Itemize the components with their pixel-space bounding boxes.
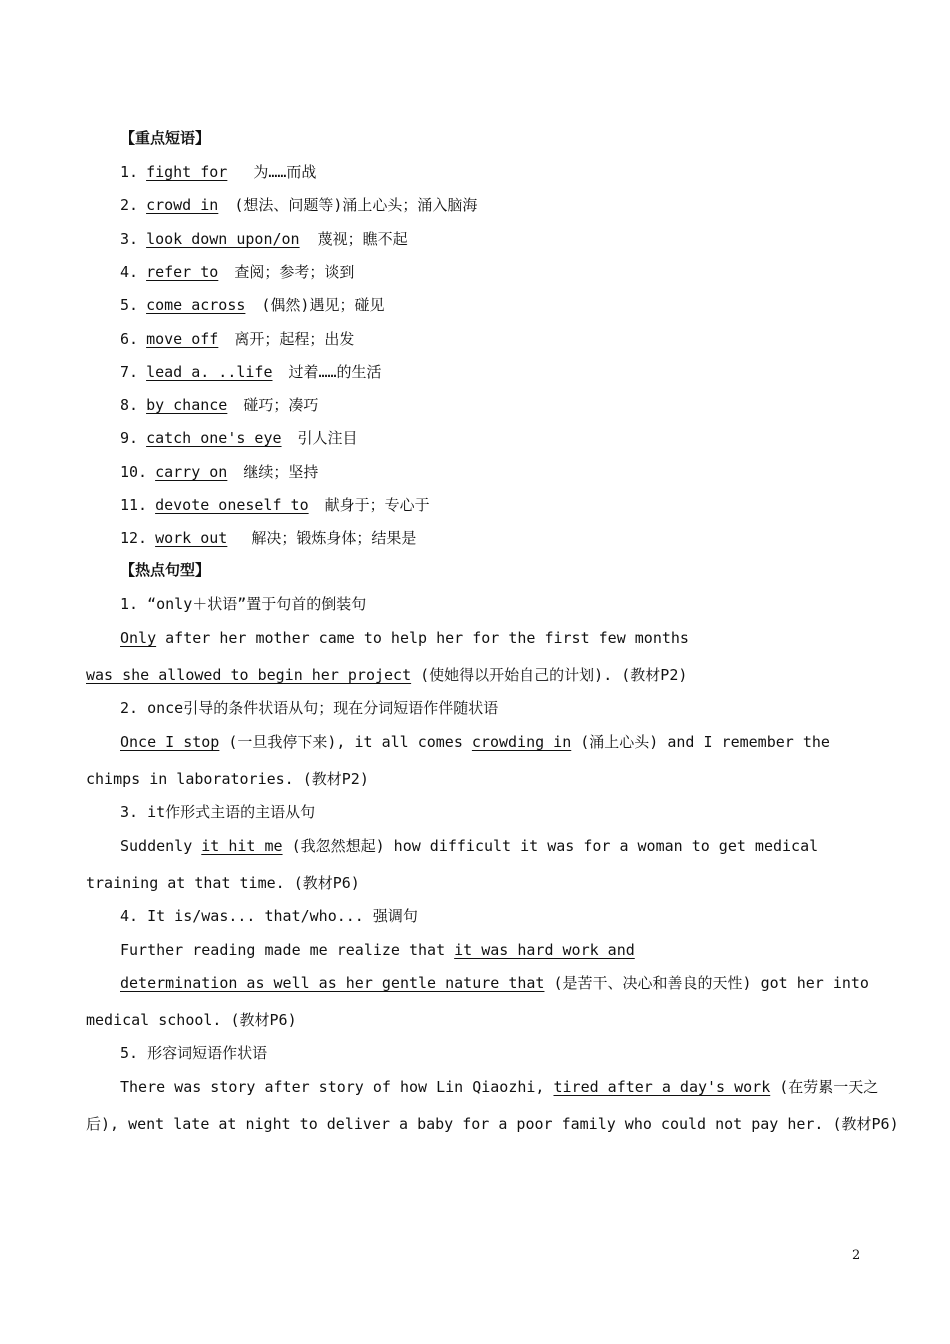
example-text: Further reading made me realize that <box>120 941 455 959</box>
phrase-term: work out <box>155 529 228 547</box>
example-text: (一旦我停下来), it all comes <box>219 733 472 751</box>
phrase-number: 7. <box>120 363 139 381</box>
phrase-term: look down upon/on <box>146 230 300 248</box>
phrase-number: 4. <box>120 263 139 281</box>
phrase-meaning: 过着……的生活 <box>288 363 382 381</box>
pattern-1-example-line-1 <box>120 628 689 648</box>
pattern-5-title: 5. 形容词短语作状语 <box>120 1044 268 1062</box>
pattern-1-title: 1. “only＋状语”置于句首的倒装句 <box>120 595 367 613</box>
phrase-number: 5. <box>120 296 139 314</box>
pattern-4-title: 4. It is/was... that/who... 强调句 <box>120 907 418 925</box>
phrase-meaning: 继续；坚持 <box>243 463 319 481</box>
page-number: 2 <box>852 1248 861 1263</box>
phrase-item <box>120 362 382 382</box>
pattern-2-example-line-1 <box>120 732 830 752</box>
underlined-answer: Only <box>120 629 157 647</box>
phrase-term: move off <box>146 330 219 348</box>
phrase-number: 1. <box>120 163 139 181</box>
phrase-item <box>120 229 408 249</box>
phrase-item <box>120 395 318 415</box>
phrase-meaning: 引人注目 <box>297 429 358 447</box>
example-text: (在劳累一天之 <box>770 1078 879 1096</box>
heading-hot-sentences: 【热点句型】 <box>120 561 211 579</box>
example-text: (涌上心头) and I remember the <box>571 733 830 751</box>
phrase-item <box>120 495 430 515</box>
phrase-number: 11. <box>120 496 148 514</box>
phrase-number: 9. <box>120 429 139 447</box>
phrase-item <box>120 428 358 448</box>
phrase-term: carry on <box>155 463 228 481</box>
phrase-term: fight for <box>146 163 228 181</box>
heading-key-phrases: 【重点短语】 <box>120 129 211 147</box>
example-text: (我忽然想起) how difficult it was for a woman to get medical <box>282 837 819 855</box>
phrase-term: refer to <box>146 263 219 281</box>
phrase-meaning: 为……而战 <box>253 163 317 181</box>
phrase-number: 10. <box>120 463 148 481</box>
phrase-term: lead a. ..life <box>146 363 273 381</box>
pattern-2-title: 2. once引导的条件状语从句；现在分词短语作伴随状语 <box>120 699 499 717</box>
phrase-meaning: 离开；起程；出发 <box>234 330 355 348</box>
phrase-number: 6. <box>120 330 139 348</box>
phrase-item <box>120 195 477 215</box>
example-text: (是苦干、决心和善良的天性) got her into <box>544 974 869 992</box>
pattern-3-example-line-2: training at that time. (教材P6) <box>86 874 360 892</box>
phrase-number: 12. <box>120 529 148 547</box>
example-text: There was story after story of how Lin Qiaozhi, <box>120 1078 554 1096</box>
phrase-item <box>120 329 354 349</box>
example-text: after her mother came to help her for the first few months <box>156 629 689 647</box>
underlined-answer: it was hard work and <box>454 941 635 959</box>
pattern-5-example-line-1 <box>120 1077 878 1097</box>
phrase-number: 8. <box>120 396 139 414</box>
pattern-4-example-line-2 <box>120 973 869 993</box>
pattern-3-title: 3. it作形式主语的主语从句 <box>120 803 316 821</box>
phrase-term: by chance <box>146 396 228 414</box>
phrase-meaning: (想法、问题等)涌上心头；涌入脑海 <box>234 196 478 214</box>
phrase-item <box>120 528 416 548</box>
phrase-meaning: 碰巧；凑巧 <box>243 396 319 414</box>
pattern-2-example-line-2: chimps in laboratories. (教材P2) <box>86 770 369 788</box>
phrase-meaning: 解决；锻炼身体；结果是 <box>251 529 417 547</box>
pattern-3-example-line-1 <box>120 836 818 856</box>
phrase-meaning: 蔑视；瞧不起 <box>317 230 408 248</box>
phrase-item <box>120 162 316 182</box>
phrase-number: 3. <box>120 230 139 248</box>
phrase-term: devote oneself to <box>155 496 309 514</box>
pattern-4-example-line-1 <box>120 940 635 960</box>
phrase-term: come across <box>146 296 246 314</box>
phrase-meaning: 献身于；专心于 <box>324 496 430 514</box>
example-text: (使她得以开始自己的计划). (教材P2) <box>411 666 688 684</box>
phrase-term: crowd in <box>146 196 219 214</box>
underlined-answer: it hit me <box>201 837 283 855</box>
phrase-meaning: 查阅；参考；谈到 <box>234 263 355 281</box>
underlined-answer: tired after a day's work <box>553 1078 771 1096</box>
phrase-number: 2. <box>120 196 139 214</box>
underlined-answer: was she allowed to begin her project <box>86 666 412 684</box>
pattern-5-example-line-2: 后), went late at night to deliver a baby for a poor family who could not pay her. (教材P6) <box>86 1115 899 1133</box>
phrase-item <box>120 462 318 482</box>
phrase-item <box>120 295 384 315</box>
underlined-answer: determination as well as her gentle nature that <box>120 974 545 992</box>
underlined-answer: Once I stop <box>120 733 220 751</box>
underlined-answer: crowding in <box>471 733 572 751</box>
pattern-1-example-line-2 <box>86 665 687 685</box>
phrase-meaning: (偶然)遇见；碰见 <box>261 296 385 314</box>
phrase-item <box>120 262 354 282</box>
phrase-term: catch one's eye <box>146 429 282 447</box>
pattern-4-example-line-3: medical school. (教材P6) <box>86 1011 297 1029</box>
example-text: Suddenly <box>120 837 202 855</box>
